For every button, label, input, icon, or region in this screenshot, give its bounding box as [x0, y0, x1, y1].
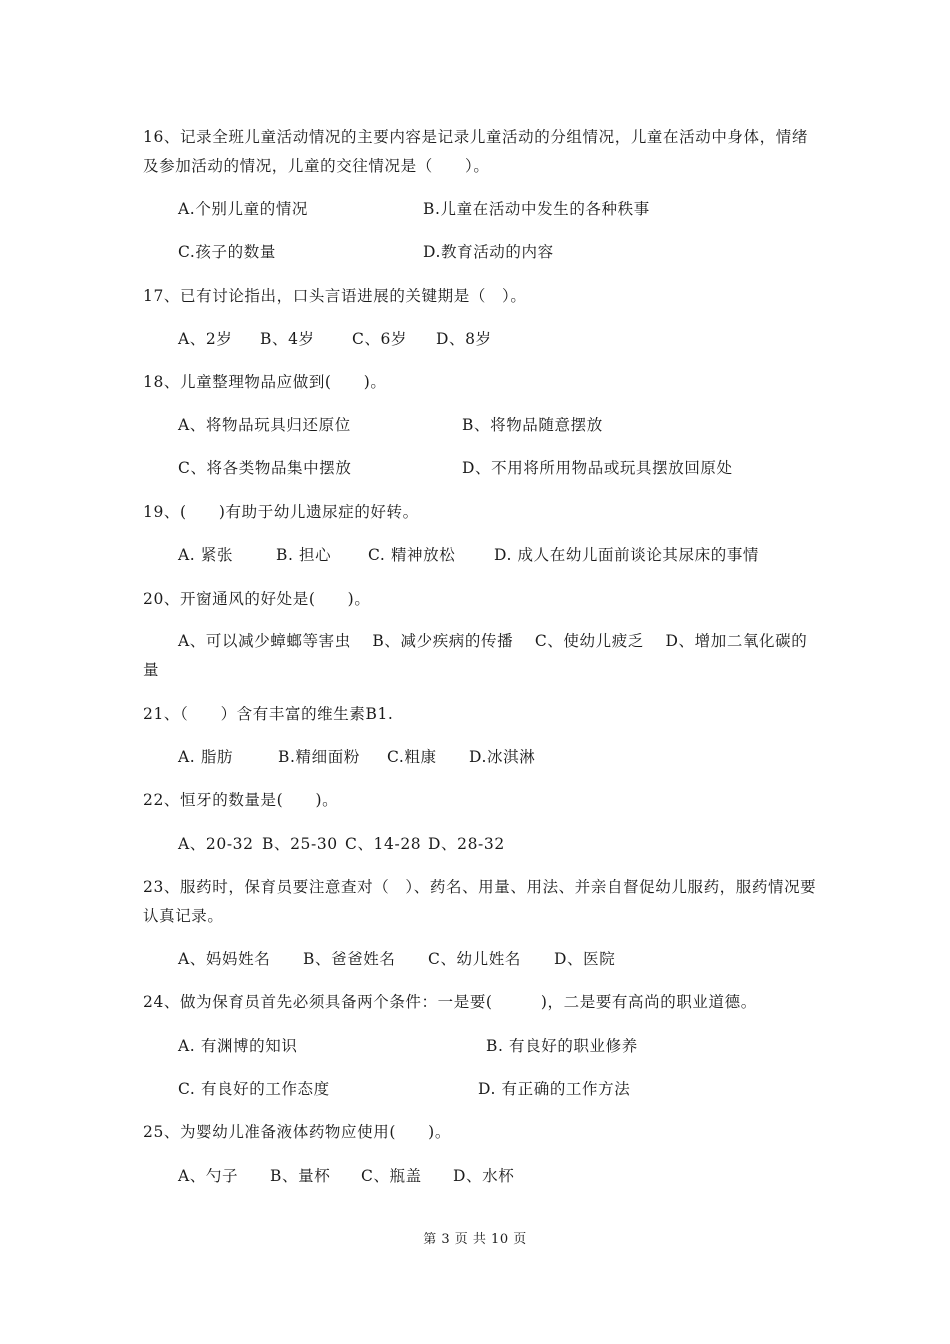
question-21-stem: 21、（ ）含有丰富的维生素B1. [143, 705, 394, 723]
question-21-option-d: D.冰淇淋 [469, 748, 536, 766]
question-16-option-d: D.教育活动的内容 [423, 243, 554, 261]
question-19-option-b: B. 担心 [276, 546, 332, 564]
question-24-stem: 24、做为保育员首先必须具备两个条件：一是要( )，二是要有高尚的职业道德。 [143, 993, 757, 1011]
question-18-option-b: B、将物品随意摆放 [462, 416, 603, 434]
question-16-option-a: A.个别儿童的情况 [178, 200, 309, 218]
question-25-stem: 25、为婴幼儿准备液体药物应使用( )。 [143, 1123, 451, 1141]
question-24-option-d: D. 有正确的工作方法 [478, 1080, 631, 1098]
question-18-option-a: A、将物品玩具归还原位 [178, 416, 351, 434]
question-25-option-a: A、勺子 [178, 1167, 239, 1185]
question-16-stem: 16、记录全班儿童活动情况的主要内容是记录儿童活动的分组情况，儿童在活动中身体，情绪及参加活动的情况，儿童的交往情况是（ ）。 [143, 128, 808, 175]
question-23-option-a: A、妈妈姓名 [178, 950, 271, 968]
question-19-option-a: A. 紧张 [178, 546, 234, 564]
question-24-option-c: C. 有良好的工作态度 [178, 1080, 330, 1098]
question-22-option-c: C、14-28 [345, 835, 422, 853]
question-25-option-c: C、瓶盖 [361, 1167, 422, 1185]
question-17-option-b: B、4岁 [260, 330, 315, 348]
question-23-option-d: D、医院 [554, 950, 616, 968]
question-20-stem: 20、开窗通风的好处是( )。 [143, 590, 371, 608]
question-22-stem: 22、恒牙的数量是( )。 [143, 791, 339, 809]
question-24-option-b: B. 有良好的职业修养 [486, 1037, 638, 1055]
question-17-stem: 17、已有讨论指出，口头言语进展的关键期是（ ）。 [143, 287, 527, 305]
question-16-option-c: C.孩子的数量 [178, 243, 276, 261]
question-19-stem: 19、( )有助于幼儿遗尿症的好转。 [143, 503, 419, 521]
question-23-option-b: B、爸爸姓名 [303, 950, 396, 968]
question-21-option-b: B.精细面粉 [278, 748, 360, 766]
question-25-option-d: D、水杯 [453, 1167, 515, 1185]
question-22-option-d: D、28-32 [428, 835, 505, 853]
question-25-option-b: B、量杯 [270, 1167, 331, 1185]
question-17-option-d: D、8岁 [436, 330, 492, 348]
question-19-option-d: D. 成人在幼儿面前谈论其尿床的事情 [494, 546, 760, 564]
question-24-option-a: A. 有渊博的知识 [178, 1037, 298, 1055]
question-18-option-c: C、将各类物品集中摆放 [178, 459, 352, 477]
question-21-option-c: C.粗康 [387, 748, 437, 766]
question-20-options: A、可以减少蟑螂等害虫 B、减少疾病的传播 C、使幼儿疲乏 D、增加二氧化碳的量 [143, 632, 808, 679]
question-21-option-a: A. 脂肪 [178, 748, 234, 766]
question-18-stem: 18、儿童整理物品应做到( )。 [143, 373, 387, 391]
question-22-option-a: A、20-32 [178, 835, 254, 853]
question-17-option-a: A、2岁 [178, 330, 233, 348]
question-16-option-b: B.儿童在活动中发生的各种秩事 [423, 200, 650, 218]
question-23-stem: 23、服药时，保育员要注意查对（ ）、药名、用量、用法、并亲自督促幼儿服药，服药情况要认真记录。 [143, 878, 817, 925]
question-18-option-d: D、不用将所用物品或玩具摆放回原处 [462, 459, 733, 477]
question-23-option-c: C、幼儿姓名 [428, 950, 521, 968]
question-17-option-c: C、6岁 [352, 330, 408, 348]
question-22-option-b: B、25-30 [262, 835, 338, 853]
question-19-option-c: C. 精神放松 [368, 546, 456, 564]
page-number-footer: 第 3 页 共 10 页 [423, 1232, 527, 1247]
